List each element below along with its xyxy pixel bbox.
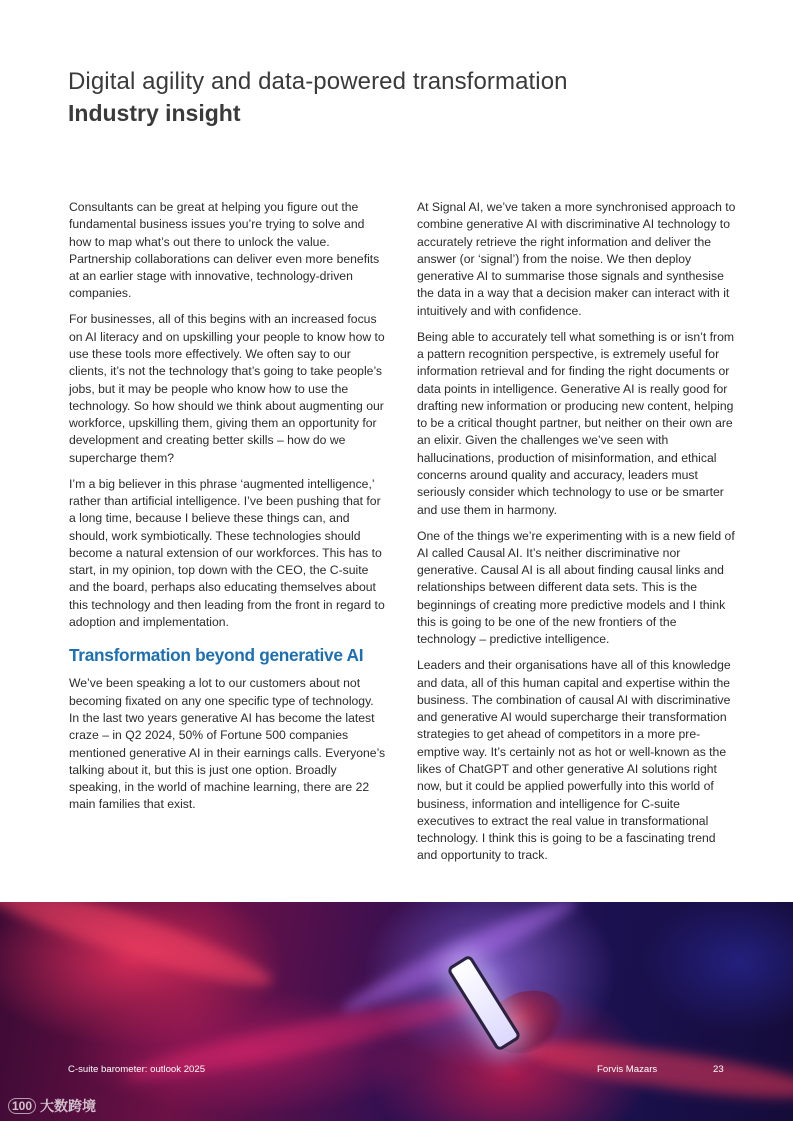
right-column bbox=[417, 199, 737, 873]
watermark-text: 大数跨境 bbox=[40, 1098, 97, 1114]
watermark-logo-icon: 100 bbox=[8, 1098, 36, 1114]
page-subtitle: Industry insight bbox=[68, 100, 241, 126]
paragraph: At Signal AI, we’ve taken a more synchronised approach to combine generative AI with discriminative AI technology to accurately retrieve the right information and deliver the answer (or ‘signal’) from the noise. We then deploy generative AI to summarise those signals and synthesise the data in a way that a decision maker can interact with it intuitively and with confidence. bbox=[417, 200, 736, 318]
left-column bbox=[69, 199, 387, 822]
light-streak bbox=[0, 902, 278, 1000]
watermark bbox=[8, 1096, 96, 1116]
paragraph: I’m a big believer in this phrase ‘augmented intelligence,’ rather than artificial intelligence. I’ve been pushing that for a long time, because I believe these things can, and should, work symbiotically. These technologies should become a natural extension of our workforces. This has to start, in my opinion, top down with the CEO, the C-suite and the board, perhaps also educating themselves about this technology and then leading from the front in regard to adoption and implementation. bbox=[69, 476, 385, 630]
paragraph: Consultants can be great at helping you figure out the fundamental business issues you’re trying to solve and how to map what’s out there to unlock the value. Partnership collaborations can deliver even more benefits at an earlier stage with innovative, technology-driven companies. bbox=[69, 200, 380, 301]
paragraph: One of the things we’re experimenting with is a new field of AI called Causal AI. It’s neither discriminative nor generative. Causal AI is all about finding causal links and relationships between different data sets. This is the beginnings of creating more predictive models and I think this is going to be one of the new frontiers of the technology – predictive intelligence. bbox=[417, 528, 735, 647]
brand-name: Forvis Mazars bbox=[597, 1064, 658, 1075]
section-heading: Transformation beyond generative AI bbox=[69, 645, 364, 666]
paragraph: Being able to accurately tell what something is or isn’t from a pattern recognition perspective, is extremely useful for information retrieval and for finding the right documents or data points in intelligence. Generative AI is really good for drafting new information or producing new content, helping to be a critical thought partner, but neither on their own are an elixir. Given the challenges we’ve seen with hallucinations, production of misinformation, and ethical concerns around quality and accuracy, leaders must seriously consider which technology to use or be smarter and use them in harmony. bbox=[417, 329, 735, 517]
page-header bbox=[68, 66, 728, 128]
paragraph: Leaders and their organisations have all of this knowledge and data, all of this human capital and expertise within the business. The combination of causal AI with discriminative and generative AI would supercharge their transformation strategies to get ahead of competitors in a more pre-emptive way. It’s certainly not as hot or well-known as the likes of ChatGPT and other generative AI solutions right now, but it could be applied powerfully into this world of business, information and intelligence for C-suite executives to extract the real value in transformational technology. I think this is going to be a fascinating trend and opportunity to track. bbox=[417, 658, 731, 863]
paragraph: We’ve been speaking a lot to our customers about not becoming fixated on any one specific type of technology. In the last two years generative AI has become the latest craze – in Q2 2024, 50% of Fortune 500 companies mentioned generative AI in their earnings calls. Everyone’s talking about it, but this is just one option. Broadly speaking, in the world of machine learning, there are 22 main families that exist. bbox=[69, 676, 386, 812]
footer-banner-image bbox=[0, 902, 793, 1121]
publication-name: C-suite barometer: outlook 2025 bbox=[68, 1064, 206, 1075]
paragraph: For businesses, all of this begins with an increased focus on AI literacy and on upskilling your people to know how to use these tools more effectively. We often say to our clients, it’s not the technology that’s going to take people’s jobs, but it may be people who know how to use the technology. So how should we think about augmenting our workforce, upskilling them, giving them an opportunity for development and creating better skills – how do we supercharge them? bbox=[69, 312, 385, 465]
page-title: Digital agility and data-powered transformation bbox=[68, 68, 568, 95]
page-number: 23 bbox=[713, 1064, 724, 1075]
